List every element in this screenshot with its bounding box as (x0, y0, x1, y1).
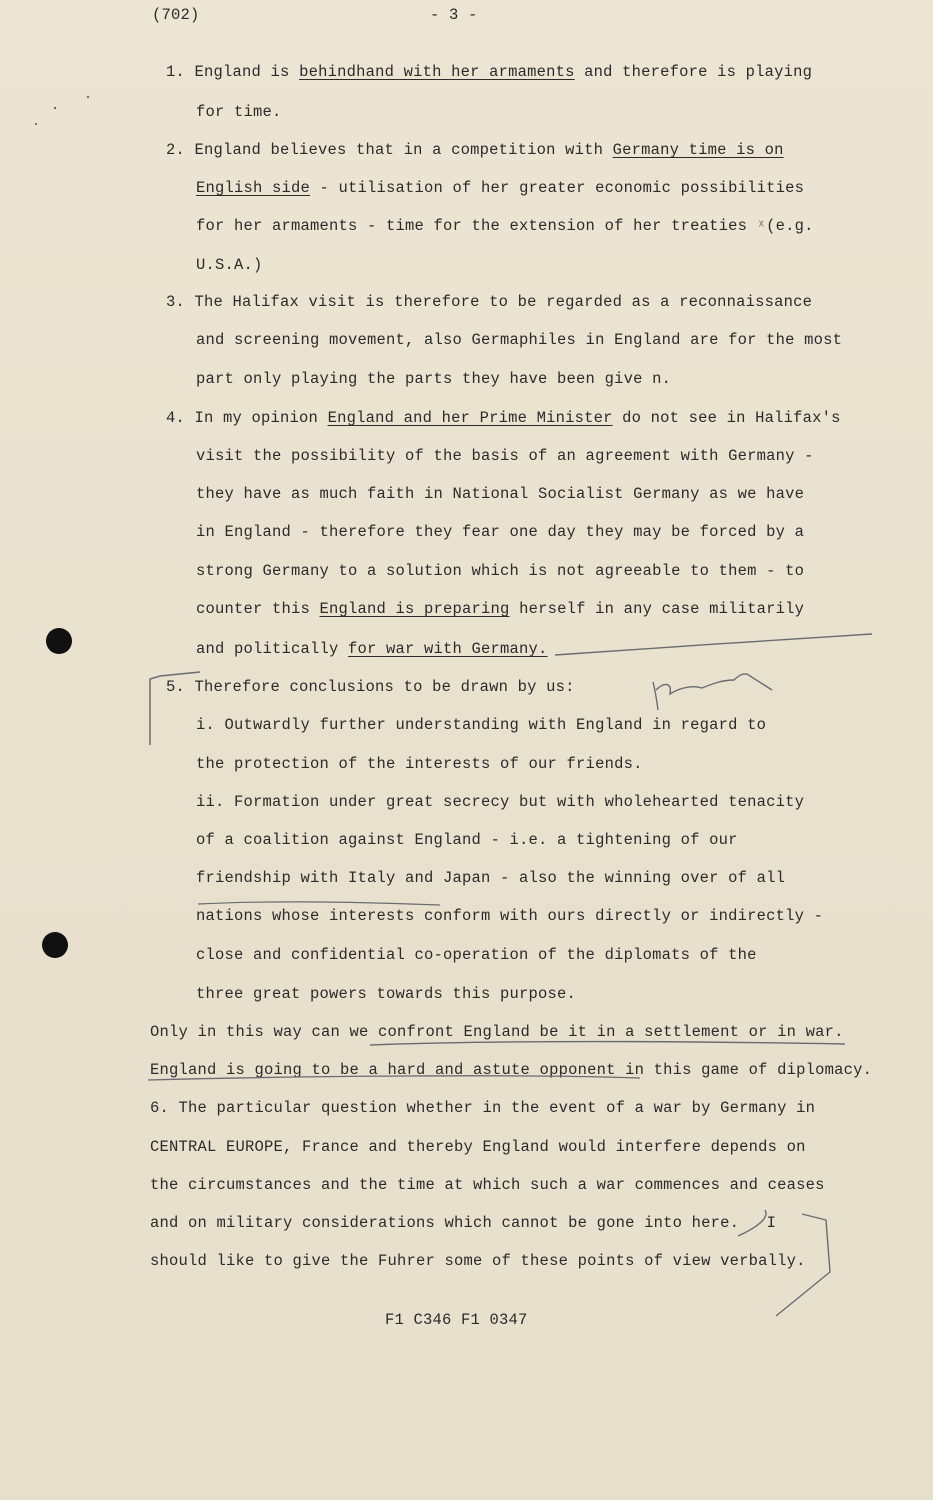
punch-hole-top (46, 628, 72, 654)
closing-line-1: Only in this way can we confront England be it in a settlement or in war. (150, 1023, 844, 1041)
point-6-line-4 (150, 1214, 776, 1232)
pencil-dot (35, 123, 37, 125)
pencil-underline-nations (198, 902, 440, 905)
page-number: - 3 - (430, 6, 478, 24)
closing-line-2: England is going to be a hard and astute opponent in this game of diplomacy. (150, 1061, 873, 1079)
point-number: 3. (166, 293, 186, 311)
text: and therefore is playing (574, 63, 813, 81)
point-5-ii-line-4: nations whose interests conform with ours directly or indirectly - (196, 907, 824, 925)
point-6-line-3: the circumstances and the time at which such a war commences and ceases (150, 1176, 825, 1194)
point-6-line-5: should like to give the Fuhrer some of these points of view verbally. (150, 1252, 806, 1270)
text: Therefore conclusions to be drawn by us: (194, 678, 575, 696)
point-number: 4. (166, 409, 186, 427)
text: for her armaments - time for the extension of her treaties (196, 217, 757, 235)
file-reference: F1 C346 F1 0347 (385, 1311, 528, 1329)
point-4-line-3: they have as much faith in National Socialist Germany as we have (196, 485, 805, 503)
point-6-line-2: CENTRAL EUROPE, France and thereby England would interfere depends on (150, 1138, 806, 1156)
text: and politically (196, 640, 349, 658)
point-5-i-line-1: i. Outwardly further understanding with England in regard to (196, 716, 767, 734)
point-5-i-line-2: the protection of the interests of our friends. (196, 755, 643, 773)
pencil-handwritten-note (653, 674, 772, 710)
text: and on military considerations which cannot be gone into here. (150, 1214, 740, 1232)
text: In my opinion (194, 409, 328, 427)
text: I (766, 1214, 777, 1232)
point-4-line-2: visit the possibility of the basis of an agreement with Germany - (196, 447, 814, 465)
text: - utilisation of her greater economic possibilities (310, 179, 805, 197)
point-2-line-2 (196, 179, 804, 197)
point-3-line-2: and screening movement, also Germaphiles in England are for the most (196, 331, 843, 349)
text: herself in any case militarily (509, 600, 805, 618)
point-2-line-1 (166, 141, 784, 159)
pencil-line-after-point-4 (555, 634, 872, 655)
underlined-text: Germany time is on (612, 141, 784, 159)
pencil-underline-closing-1 (370, 1041, 845, 1045)
point-number: 5. (166, 678, 186, 696)
point-4-line-7 (196, 640, 548, 658)
pencil-mark: ˣ (756, 217, 767, 235)
point-3-line-3: part only playing the parts they have been give n. (196, 370, 672, 388)
text: England is (194, 63, 300, 81)
point-6-line-1: 6. The particular question whether in the event of a war by Germany in (150, 1099, 816, 1117)
point-3-line-1 (166, 293, 812, 311)
point-2-line-4: U.S.A.) (196, 256, 263, 274)
point-4-line-4: in England - therefore they fear one day they may be forced by a (196, 523, 805, 541)
point-number: 1. (166, 63, 186, 81)
point-number: 2. (166, 141, 186, 159)
text: (e.g. (766, 217, 814, 235)
point-2-line-3 (196, 217, 814, 235)
point-5-line-1 (166, 678, 575, 696)
underlined-text: English side (196, 179, 311, 197)
pencil-dot (54, 107, 56, 109)
point-4-line-5: strong Germany to a solution which is not agreeable to them - to (196, 562, 805, 580)
underlined-text: England is preparing (319, 600, 510, 618)
point-5-ii-line-6: three great powers towards this purpose. (196, 985, 577, 1003)
text: do not see in Halifax's (612, 409, 841, 427)
punch-hole-bottom (42, 932, 68, 958)
document-reference: (702) (152, 6, 200, 24)
pencil-dot (87, 96, 89, 98)
point-5-ii-line-5: close and confidential co-operation of the diplomats of the (196, 946, 757, 964)
underlined-text: England and her Prime Minister (327, 409, 613, 427)
point-5-ii-line-2: of a coalition against England - i.e. a tightening of our (196, 831, 738, 849)
underlined-text: behindhand with her armaments (299, 63, 575, 81)
point-1-line-2: for time. (196, 103, 282, 121)
point-4-line-6 (196, 600, 804, 618)
text: counter this (196, 600, 320, 618)
point-4-line-1 (166, 409, 841, 427)
point-5-ii-line-1: ii. Formation under great secrecy but with wholehearted tenacity (196, 793, 805, 811)
point-5-ii-line-3: friendship with Italy and Japan - also the winning over of all (196, 869, 786, 887)
text: The Halifax visit is therefore to be regarded as a reconnaissance (194, 293, 813, 311)
text: England believes that in a competition with (194, 141, 613, 159)
point-1-line-1 (166, 63, 812, 81)
underlined-text: for war with Germany. (348, 640, 548, 658)
